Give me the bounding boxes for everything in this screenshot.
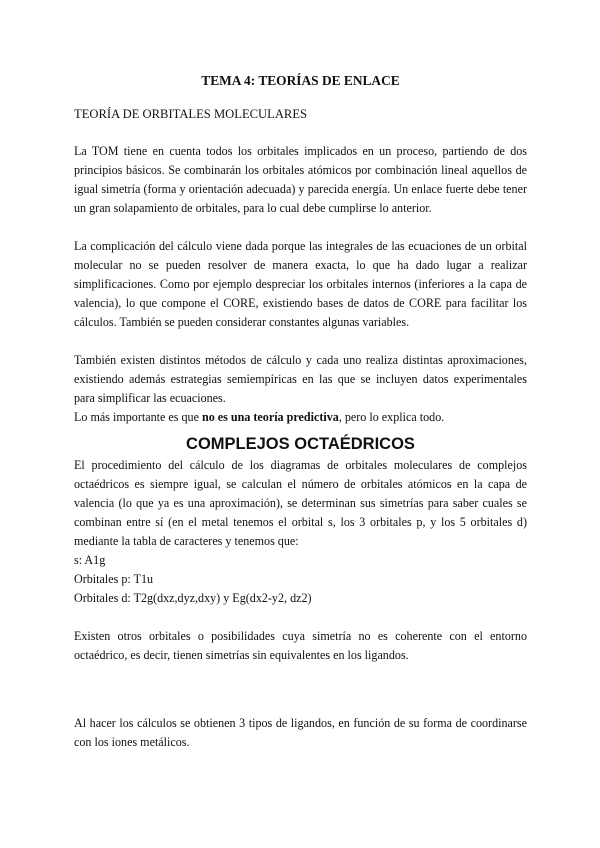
- symmetry-line-s: s: A1g: [74, 553, 106, 567]
- paragraph-key-point: [74, 408, 527, 427]
- key-point-after: , pero lo explica todo.: [338, 410, 445, 424]
- document-body: [74, 70, 527, 752]
- symmetry-line-p: Orbitales p: T1u: [74, 572, 154, 586]
- key-point-bold: no es una teoría predictiva: [201, 410, 339, 424]
- paragraph-octahedral-procedure: El procedimiento del cálculo de los diagramas de orbitales moleculares de complejos octaédricos es siempre igual, se calculan el número de orbitales atómicos en la capa de valencia (lo que ya es una aproximación), se determinan sus simetrías para saber cuales se combinan entre sí (en el metal tenemos el orbital s, los 3 orbitales p, y los 5 orbitales d) mediante la tabla de caracteres y tenemos que:: [74, 458, 527, 548]
- symmetry-line-d: Orbitales d: T2g(dxz,dyz,dxy) y Eg(dx2-y2, dz2): [74, 591, 312, 605]
- section-heading-octahedral: COMPLEJOS OCTAÉDRICOS: [186, 435, 415, 453]
- paragraph-tom-intro: La TOM tiene en cuenta todos los orbitales implicados en un proceso, partiendo de dos principios básicos. Se combinarán los orbitales atómicos por combinación lineal aquellos de igual simetría (forma y orientación adecuada) y parecida energía. Un enlace fuerte debe tener un gran solapamiento de orbitales, para lo cual debe cumplirse lo anterior.: [74, 144, 527, 215]
- paragraph-ligand-types: Al hacer los cálculos se obtienen 3 tipos de ligandos, en función de su forma de coordinarse con los iones metálicos.: [74, 716, 527, 749]
- section-subtitle: TEORÍA DE ORBITALES MOLECULARES: [74, 107, 308, 121]
- paragraph-calculation-methods: También existen distintos métodos de cálculo y cada uno realiza distintas aproximaciones, existiendo además estrategias semiempíricas en las que se incluyen datos experimentales para simplificar las ecuaciones.: [74, 353, 527, 405]
- document-title: TEMA 4: TEORÍAS DE ENLACE: [201, 73, 400, 88]
- paragraph-calculation-complexity: La complicación del cálculo viene dada porque las integrales de las ecuaciones de un orbital molecular no se pueden resolver de manera exacta, lo que ha dado lugar a realizar simplificaciones. Como por ejemplo despreciar los orbitales internos (inferiores a la capa de valencia), lo que compone el CORE, existiendo bases de datos de CORE para facilitar los cálculos. También se pueden considerar constantes algunas variables.: [74, 239, 527, 329]
- key-point-before: Lo más importante es que: [74, 410, 202, 424]
- paragraph-other-orbitals: Existen otros orbitales o posibilidades cuya simetría no es coherente con el entorno octaédrico, es decir, tienen simetrías sin equivalentes en los ligandos.: [74, 629, 527, 662]
